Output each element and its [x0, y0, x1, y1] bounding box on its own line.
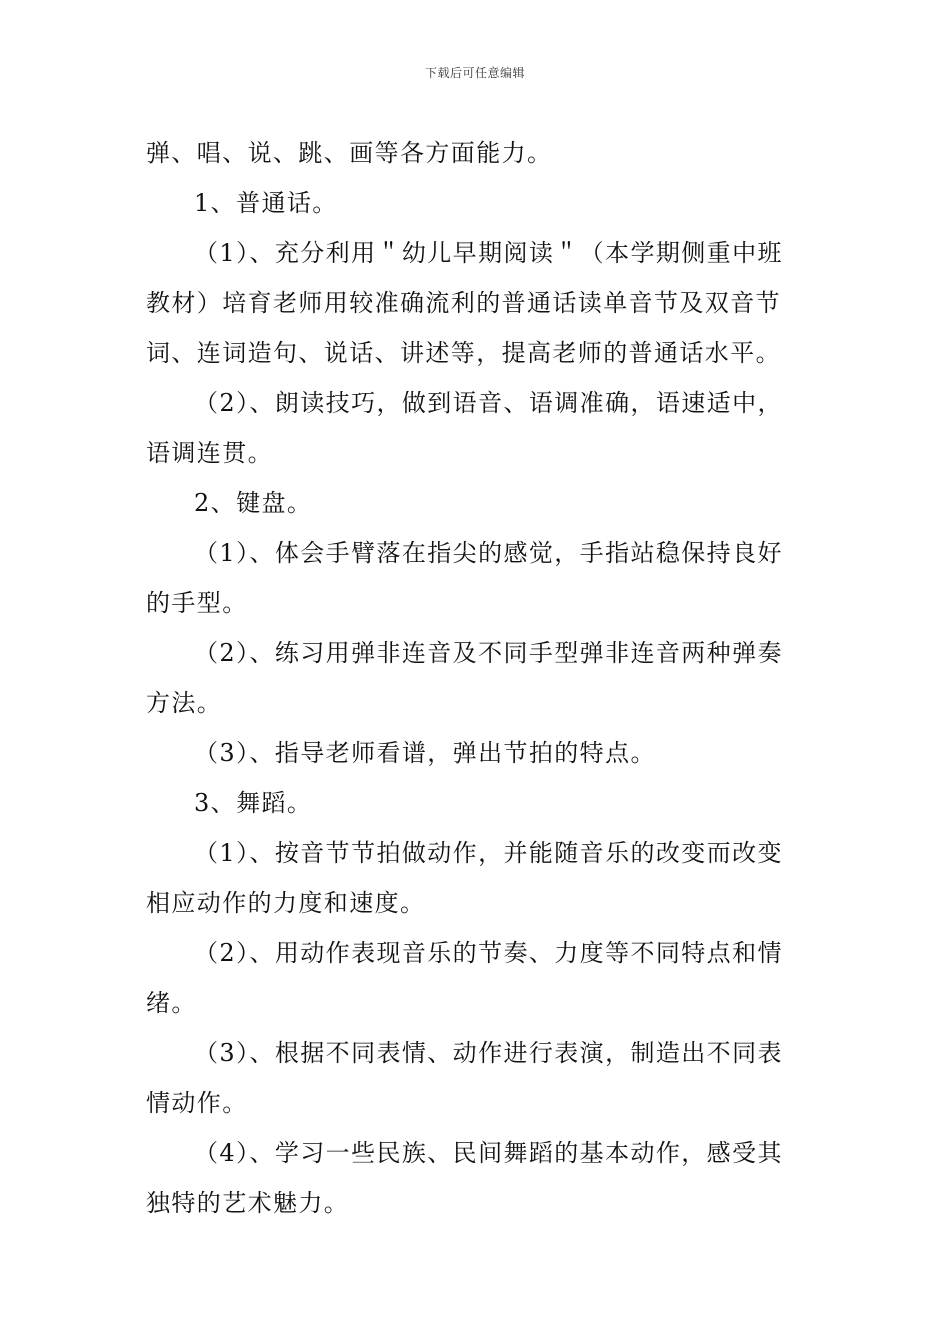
paragraph: （2）、练习用弹非连音及不同手型弹非连音两种弹奏方法。 — [146, 639, 783, 717]
paragraph: （2）、朗读技巧，做到语音、语调准确，语速适中，语调连贯。 — [146, 389, 783, 467]
paragraph: （1）、体会手臂落在指尖的感觉，手指站稳保持良好的手型。 — [146, 539, 783, 617]
paragraph: （1）、按音节节拍做动作，并能随音乐的改变而改变相应动作的力度和速度。 — [146, 839, 783, 917]
section-heading-mandarin: 1、普通话。 — [194, 189, 338, 217]
paragraph: （3）、指导老师看谱，弹出节拍的特点。 — [194, 739, 656, 767]
paragraph: 弹、唱、说、跳、画等各方面能力。 — [146, 139, 553, 167]
paragraph: （4）、学习一些民族、民间舞蹈的基本动作，感受其独特的艺术魅力。 — [146, 1139, 783, 1217]
paragraph: （2）、用动作表现音乐的节奏、力度等不同特点和情绪。 — [146, 939, 783, 1017]
document-body — [146, 128, 808, 1228]
section-heading-dance: 3、舞蹈。 — [194, 789, 313, 817]
paragraph: （3）、根据不同表情、动作进行表演，制造出不同表情动作。 — [146, 1039, 783, 1117]
page-header: 下载后可任意编辑 — [424, 66, 525, 80]
paragraph: （1）、充分利用＂幼儿早期阅读＂（本学期侧重中班教材）培育老师用较准确流利的普通话读单音节及双音节词、连词造句、说话、讲述等，提高老师的普通话水平。 — [146, 239, 783, 367]
section-heading-keyboard: 2、键盘。 — [194, 489, 313, 517]
